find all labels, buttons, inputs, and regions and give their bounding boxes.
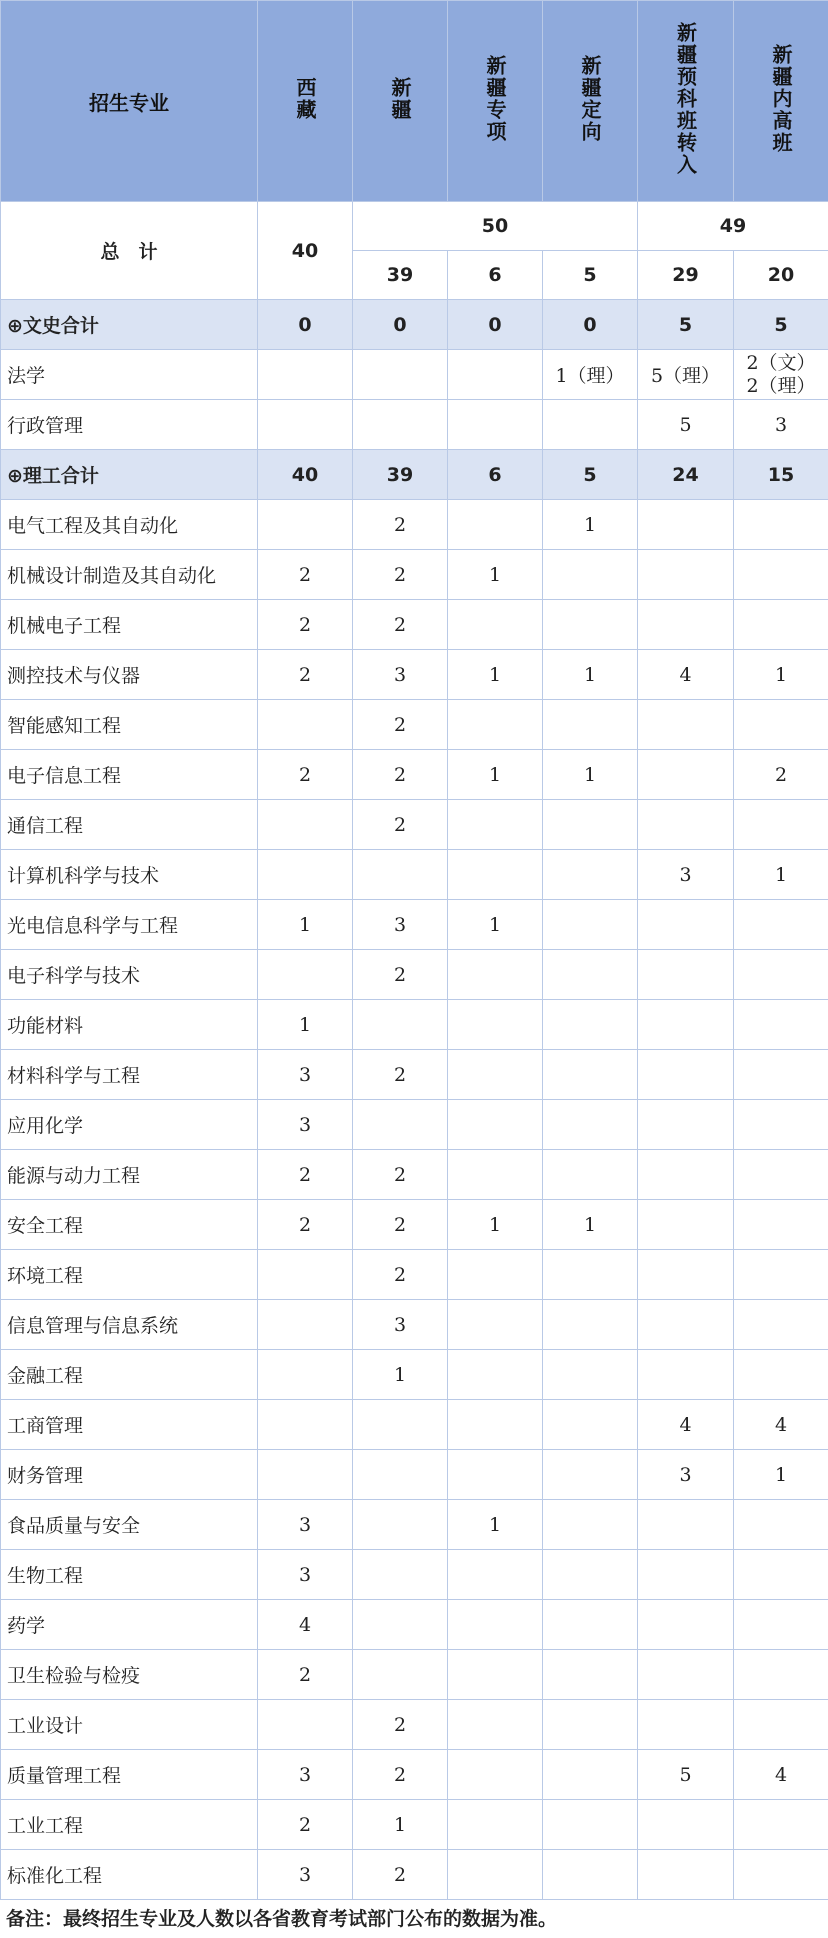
cell-xj-prep <box>638 700 734 750</box>
major-name: 环境工程 <box>1 1250 258 1300</box>
cell-tibet <box>258 700 353 750</box>
total-label: 总 计 <box>1 202 258 300</box>
major-name: 通信工程 <box>1 800 258 850</box>
cell-xj-prep: 4 <box>638 650 734 700</box>
cell-xj-directed: 1 <box>543 750 638 800</box>
cell-xinjiang <box>353 400 448 450</box>
cell-tibet: 4 <box>258 1600 353 1650</box>
cell-xj-directed <box>543 1600 638 1650</box>
cell-xinjiang: 2 <box>353 1050 448 1100</box>
table-row <box>1 1700 828 1750</box>
cell-xj-prep <box>638 750 734 800</box>
cell-xj-directed: 1 <box>543 500 638 550</box>
cell-xinjiang: 2 <box>353 600 448 650</box>
cell-xinjiang <box>353 1450 448 1500</box>
cell-tibet: 2 <box>258 750 353 800</box>
cell-xj-directed <box>543 1550 638 1600</box>
cell-xj-special: 1 <box>448 900 543 950</box>
cell-xj-prep <box>638 1700 734 1750</box>
cell-xj-inner <box>734 1250 828 1300</box>
cell-xinjiang: 2 <box>353 950 448 1000</box>
science-subtotal-row <box>1 450 828 500</box>
cell-xj-inner: 3 <box>734 400 828 450</box>
cell-xj-directed <box>543 1300 638 1350</box>
cell-xinjiang: 1 <box>353 1800 448 1850</box>
major-name: 生物工程 <box>1 1550 258 1600</box>
table-row <box>1 1600 828 1650</box>
cell-xj-directed <box>543 1750 638 1800</box>
major-name: 机械电子工程 <box>1 600 258 650</box>
cell-tibet <box>258 950 353 1000</box>
major-name: 法学 <box>1 350 258 400</box>
cell-xj-prep <box>638 800 734 850</box>
cell-xinjiang: 1 <box>353 1350 448 1400</box>
cell-xj-prep <box>638 600 734 650</box>
cell-line: 2（文） <box>734 352 828 375</box>
table-row <box>1 750 828 800</box>
cell-xj-special <box>448 1450 543 1500</box>
cell-xj-special <box>448 1750 543 1800</box>
cell-tibet: 2 <box>258 550 353 600</box>
cell-xj-inner <box>734 1650 828 1700</box>
cell-xj-prep: 3 <box>638 1450 734 1500</box>
science-subtotal-tibet: 40 <box>258 450 353 500</box>
cell-xj-special <box>448 850 543 900</box>
cell-xj-directed <box>543 400 638 450</box>
table-row <box>1 1350 828 1400</box>
science-subtotal-xj-directed: 5 <box>543 450 638 500</box>
cell-line: 2（理） <box>734 375 828 398</box>
cell-tibet: 3 <box>258 1750 353 1800</box>
cell-tibet: 2 <box>258 1650 353 1700</box>
cell-xj-inner: 1 <box>734 650 828 700</box>
major-name: 测控技术与仪器 <box>1 650 258 700</box>
cell-xj-special <box>448 600 543 650</box>
cell-xj-inner: 1 <box>734 1450 828 1500</box>
cell-xj-prep <box>638 1300 734 1350</box>
total-xj-prep: 29 <box>638 251 734 300</box>
cell-xinjiang: 2 <box>353 1850 448 1900</box>
cell-xj-inner: 1 <box>734 850 828 900</box>
cell-xj-special: 1 <box>448 650 543 700</box>
cell-xj-inner <box>734 1300 828 1350</box>
cell-tibet <box>258 350 353 400</box>
total-group1: 50 <box>353 202 638 251</box>
major-name: 财务管理 <box>1 1450 258 1500</box>
table-row <box>1 800 828 850</box>
cell-xj-inner <box>734 1700 828 1750</box>
cell-xj-directed <box>543 900 638 950</box>
cell-xj-special: 1 <box>448 1500 543 1550</box>
cell-tibet: 2 <box>258 600 353 650</box>
cell-xj-prep: 4 <box>638 1400 734 1450</box>
major-name: 卫生检验与检疫 <box>1 1650 258 1700</box>
cell-xj-special <box>448 1050 543 1100</box>
arts-subtotal-label: ⊕文史合计 <box>1 300 258 350</box>
table-row <box>1 1750 828 1800</box>
cell-tibet: 3 <box>258 1050 353 1100</box>
cell-xj-inner <box>734 1500 828 1550</box>
cell-xj-special: 1 <box>448 1200 543 1250</box>
arts-subtotal-xj-prep: 5 <box>638 300 734 350</box>
cell-xinjiang <box>353 1100 448 1150</box>
cell-xinjiang: 2 <box>353 550 448 600</box>
table-row <box>1 400 828 450</box>
cell-xj-prep <box>638 550 734 600</box>
cell-xinjiang <box>353 350 448 400</box>
cell-xj-prep <box>638 1000 734 1050</box>
cell-tibet: 3 <box>258 1550 353 1600</box>
cell-xj-directed <box>543 1350 638 1400</box>
major-name: 质量管理工程 <box>1 1750 258 1800</box>
major-name: 金融工程 <box>1 1350 258 1400</box>
cell-xj-directed <box>543 1000 638 1050</box>
cell-xj-inner <box>734 1150 828 1200</box>
table-row <box>1 700 828 750</box>
arts-subtotal-tibet: 0 <box>258 300 353 350</box>
cell-xj-directed: 1 <box>543 650 638 700</box>
major-name: 功能材料 <box>1 1000 258 1050</box>
cell-xj-inner <box>734 1350 828 1400</box>
cell-xj-directed <box>543 1150 638 1200</box>
cell-xj-prep <box>638 1050 734 1100</box>
major-name: 智能感知工程 <box>1 700 258 750</box>
cell-xinjiang: 2 <box>353 500 448 550</box>
cell-xj-prep <box>638 1800 734 1850</box>
cell-tibet <box>258 500 353 550</box>
cell-xj-directed <box>543 550 638 600</box>
cell-tibet <box>258 1450 353 1500</box>
cell-xinjiang: 2 <box>353 1150 448 1200</box>
cell-xinjiang: 2 <box>353 1700 448 1750</box>
table-row <box>1 500 828 550</box>
cell-xinjiang: 2 <box>353 1200 448 1250</box>
cell-xj-inner <box>734 900 828 950</box>
cell-xj-inner <box>734 700 828 750</box>
major-name: 行政管理 <box>1 400 258 450</box>
table-row <box>1 1300 828 1350</box>
cell-xinjiang: 3 <box>353 900 448 950</box>
cell-xj-prep <box>638 950 734 1000</box>
header-row <box>1 1 828 202</box>
major-name: 应用化学 <box>1 1100 258 1150</box>
table-row <box>1 950 828 1000</box>
cell-xinjiang <box>353 1500 448 1550</box>
cell-xj-inner <box>734 1000 828 1050</box>
cell-xj-special <box>448 1100 543 1150</box>
major-name: 电气工程及其自动化 <box>1 500 258 550</box>
cell-xinjiang: 3 <box>353 650 448 700</box>
table-row <box>1 1400 828 1450</box>
major-name: 安全工程 <box>1 1200 258 1250</box>
arts-subtotal-xinjiang: 0 <box>353 300 448 350</box>
cell-xj-prep <box>638 1350 734 1400</box>
total-xj-inner: 20 <box>734 251 828 300</box>
cell-xj-prep <box>638 1600 734 1650</box>
table-row <box>1 850 828 900</box>
cell-xj-special <box>448 800 543 850</box>
cell-xj-special <box>448 1250 543 1300</box>
cell-xj-special <box>448 700 543 750</box>
header-major: 招生专业 <box>1 1 258 202</box>
cell-tibet: 2 <box>258 650 353 700</box>
major-name: 标准化工程 <box>1 1850 258 1900</box>
table-row <box>1 1000 828 1050</box>
table-row <box>1 1650 828 1700</box>
cell-xj-inner <box>734 500 828 550</box>
total-tibet: 40 <box>258 202 353 300</box>
cell-xj-directed: 1（理） <box>543 350 638 400</box>
cell-xj-inner <box>734 1550 828 1600</box>
major-name: 电子信息工程 <box>1 750 258 800</box>
cell-xinjiang: 3 <box>353 1300 448 1350</box>
cell-xj-directed: 1 <box>543 1200 638 1250</box>
cell-tibet <box>258 1300 353 1350</box>
cell-xj-inner <box>734 1800 828 1850</box>
cell-xinjiang <box>353 1400 448 1450</box>
cell-xinjiang <box>353 850 448 900</box>
cell-xj-special <box>448 400 543 450</box>
major-name: 工业工程 <box>1 1800 258 1850</box>
cell-xj-prep: 5 <box>638 400 734 450</box>
cell-xj-inner <box>734 1100 828 1150</box>
cell-tibet <box>258 1400 353 1450</box>
cell-tibet <box>258 1350 353 1400</box>
major-name: 材料科学与工程 <box>1 1050 258 1100</box>
cell-xj-prep <box>638 1500 734 1550</box>
cell-xj-prep <box>638 900 734 950</box>
cell-xj-special <box>448 950 543 1000</box>
cell-xj-directed <box>543 950 638 1000</box>
cell-xj-special <box>448 350 543 400</box>
header-xj-special: 新疆专项 <box>448 1 543 202</box>
cell-xinjiang <box>353 1550 448 1600</box>
cell-xj-inner <box>734 350 828 400</box>
cell-xj-inner <box>734 1850 828 1900</box>
cell-xj-special <box>448 1850 543 1900</box>
cell-xj-directed <box>543 1800 638 1850</box>
cell-xj-prep: 5 <box>638 1750 734 1800</box>
cell-xj-special: 1 <box>448 550 543 600</box>
table-row <box>1 1550 828 1600</box>
table-row <box>1 1850 828 1900</box>
major-name: 能源与动力工程 <box>1 1150 258 1200</box>
cell-xj-inner: 4 <box>734 1400 828 1450</box>
cell-xj-prep <box>638 500 734 550</box>
arts-subtotal-xj-directed: 0 <box>543 300 638 350</box>
table-row <box>1 350 828 400</box>
major-name: 工业设计 <box>1 1700 258 1750</box>
major-name: 食品质量与安全 <box>1 1500 258 1550</box>
arts-subtotal-row <box>1 300 828 350</box>
cell-xj-directed <box>543 1650 638 1700</box>
cell-xinjiang: 2 <box>353 800 448 850</box>
total-group2: 49 <box>638 202 828 251</box>
cell-xj-directed <box>543 1250 638 1300</box>
total-xinjiang: 39 <box>353 251 448 300</box>
table-row <box>1 1100 828 1150</box>
table-row <box>1 650 828 700</box>
cell-xj-prep: 3 <box>638 850 734 900</box>
cell-xj-directed <box>543 1500 638 1550</box>
cell-tibet: 2 <box>258 1150 353 1200</box>
cell-xj-inner: 4 <box>734 1750 828 1800</box>
major-name: 光电信息科学与工程 <box>1 900 258 950</box>
table-row <box>1 600 828 650</box>
cell-xj-directed <box>543 800 638 850</box>
header-tibet: 西藏 <box>258 1 353 202</box>
major-name: 工商管理 <box>1 1400 258 1450</box>
cell-xj-prep <box>638 1100 734 1150</box>
table-row <box>1 1250 828 1300</box>
major-name: 药学 <box>1 1600 258 1650</box>
major-name: 电子科学与技术 <box>1 950 258 1000</box>
major-name: 计算机科学与技术 <box>1 850 258 900</box>
science-subtotal-xj-special: 6 <box>448 450 543 500</box>
science-subtotal-xj-inner: 15 <box>734 450 828 500</box>
cell-tibet: 3 <box>258 1100 353 1150</box>
cell-xinjiang: 2 <box>353 750 448 800</box>
table-row <box>1 1800 828 1850</box>
cell-xj-special <box>448 1700 543 1750</box>
cell-tibet: 2 <box>258 1800 353 1850</box>
cell-xj-special <box>448 1300 543 1350</box>
cell-tibet <box>258 850 353 900</box>
cell-xj-special <box>448 500 543 550</box>
header-xj-prep: 新疆预科班转入 <box>638 1 734 202</box>
footnote: 备注：最终招生专业及人数以各省教育考试部门公布的数据为准。 <box>0 1900 828 1938</box>
cell-tibet: 1 <box>258 1000 353 1050</box>
arts-subtotal-xj-inner: 5 <box>734 300 828 350</box>
total-row <box>1 202 828 251</box>
cell-xj-inner: 2 <box>734 750 828 800</box>
cell-xj-directed <box>543 1050 638 1100</box>
cell-xj-directed <box>543 1450 638 1500</box>
cell-xj-prep: 5（理） <box>638 350 734 400</box>
cell-xj-special <box>448 1400 543 1450</box>
cell-xj-special <box>448 1350 543 1400</box>
cell-xinjiang: 2 <box>353 1250 448 1300</box>
cell-xj-directed <box>543 600 638 650</box>
cell-xj-inner <box>734 1200 828 1250</box>
cell-xj-special <box>448 1600 543 1650</box>
cell-xj-inner <box>734 600 828 650</box>
cell-tibet: 2 <box>258 1200 353 1250</box>
cell-xj-prep <box>638 1650 734 1700</box>
cell-xj-inner <box>734 950 828 1000</box>
cell-xj-directed <box>543 1100 638 1150</box>
cell-xinjiang <box>353 1000 448 1050</box>
cell-xinjiang <box>353 1600 448 1650</box>
arts-subtotal-xj-special: 0 <box>448 300 543 350</box>
cell-xj-prep <box>638 1250 734 1300</box>
cell-xinjiang <box>353 1650 448 1700</box>
cell-xj-directed <box>543 850 638 900</box>
cell-xj-inner <box>734 1600 828 1650</box>
cell-tibet <box>258 1250 353 1300</box>
table-row <box>1 1050 828 1100</box>
cell-xj-inner <box>734 800 828 850</box>
science-subtotal-xinjiang: 39 <box>353 450 448 500</box>
table-row <box>1 1500 828 1550</box>
cell-xj-inner <box>734 1050 828 1100</box>
cell-xj-prep <box>638 1550 734 1600</box>
table-row <box>1 900 828 950</box>
table-row <box>1 1150 828 1200</box>
major-name: 信息管理与信息系统 <box>1 1300 258 1350</box>
cell-xj-prep <box>638 1200 734 1250</box>
cell-tibet: 3 <box>258 1500 353 1550</box>
science-subtotal-xj-prep: 24 <box>638 450 734 500</box>
total-xj-directed: 5 <box>543 251 638 300</box>
cell-tibet: 3 <box>258 1850 353 1900</box>
cell-xj-directed <box>543 1400 638 1450</box>
cell-xj-special <box>448 1800 543 1850</box>
table-row <box>1 1450 828 1500</box>
cell-xinjiang: 2 <box>353 700 448 750</box>
cell-tibet <box>258 1700 353 1750</box>
cell-xinjiang: 2 <box>353 1750 448 1800</box>
header-xinjiang: 新疆 <box>353 1 448 202</box>
table-row <box>1 550 828 600</box>
cell-xj-special <box>448 1150 543 1200</box>
cell-xj-directed <box>543 1700 638 1750</box>
cell-xj-special: 1 <box>448 750 543 800</box>
cell-tibet <box>258 400 353 450</box>
cell-tibet <box>258 800 353 850</box>
cell-tibet: 1 <box>258 900 353 950</box>
cell-xj-special <box>448 1550 543 1600</box>
cell-xj-special <box>448 1650 543 1700</box>
total-xj-special: 6 <box>448 251 543 300</box>
major-name: 机械设计制造及其自动化 <box>1 550 258 600</box>
cell-xj-prep <box>638 1850 734 1900</box>
cell-xj-prep <box>638 1150 734 1200</box>
cell-xj-directed <box>543 700 638 750</box>
cell-xj-special <box>448 1000 543 1050</box>
cell-xj-directed <box>543 1850 638 1900</box>
header-xj-directed: 新疆定向 <box>543 1 638 202</box>
header-xj-inner: 新疆内高班 <box>734 1 828 202</box>
science-subtotal-label: ⊕理工合计 <box>1 450 258 500</box>
cell-xj-inner <box>734 550 828 600</box>
table-row <box>1 1200 828 1250</box>
